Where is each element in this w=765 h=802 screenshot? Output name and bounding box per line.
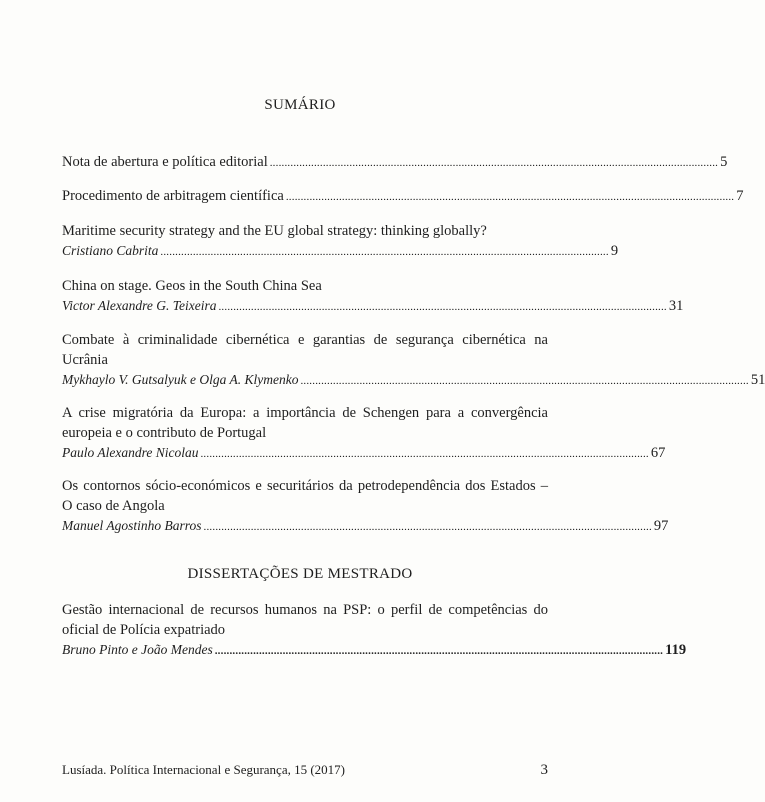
toc-entry (62, 600, 687, 661)
entry-title: Combate à criminalidade cibernética e garantias de segurança cibernética na Ucrânia (62, 332, 548, 368)
toc-line (62, 241, 619, 262)
entry-title: A crise migratória da Europa: a importância de Schengen para a convergência europeia e o contributo de Portugal (62, 405, 548, 441)
entry-page: 67 (650, 445, 666, 461)
entry-title: Procedimento de arbitragem científica (62, 188, 284, 204)
entry-page: 97 (653, 518, 669, 534)
entry-title: Nota de abertura e política editorial (62, 154, 268, 170)
toc-line (62, 152, 728, 173)
dot-leader: ........................................................................................................................................................ (269, 157, 719, 169)
entry-page: 7 (736, 188, 744, 204)
toc-entry (62, 403, 666, 464)
dot-leader: ........................................................................................................................................................ (300, 375, 749, 387)
page-number: 3 (540, 762, 548, 778)
dot-leader: ........................................................................................................................................................ (218, 301, 667, 313)
toc-entry (62, 276, 684, 317)
entry-page: 9 (610, 243, 619, 259)
page-title: SUMÁRIO (264, 97, 336, 113)
entry-title: Maritime security strategy and the EU global strategy: thinking globally? (62, 223, 487, 239)
dot-leader: ........................................................................................................................................................ (200, 448, 649, 460)
section-heading: DISSERTAÇÕES DE MESTRADO (187, 566, 413, 582)
entry-author: Manuel Agostinho Barros (62, 518, 202, 533)
toc-entry (62, 221, 619, 262)
entry-page: 31 (668, 298, 684, 314)
dot-leader: ........................................................................................................................................................ (285, 191, 735, 203)
dot-leader: ........................................................................................................................................................ (203, 521, 652, 533)
entry-page: 51 (750, 372, 765, 388)
entry-author: Victor Alexandre G. Teixeira (62, 298, 217, 313)
entry-page: 119 (665, 642, 687, 658)
toc-entry (62, 152, 728, 173)
entry-author: Bruno Pinto e João Mendes (62, 642, 213, 657)
footer-journal: Lusíada. Política Internacional e Segurança, 15 (2017) (62, 762, 346, 777)
entry-title: China on stage. Geos in the South China Sea (62, 278, 322, 294)
entry-author: Cristiano Cabrita (62, 243, 159, 258)
entry-author: Paulo Alexandre Nicolau (62, 445, 199, 460)
entry-title: Os contornos sócio-económicos e securitários da petrodependência dos Estados – O caso de Angola (62, 478, 548, 514)
dot-leader: ........................................................................................................................................................ (214, 645, 664, 657)
toc-line (62, 516, 669, 537)
toc-line (62, 443, 666, 464)
toc-line (62, 370, 765, 391)
toc-entry (62, 186, 744, 207)
entry-author: Mykhaylo V. Gutsalyuk e Olga A. Klymenko (62, 372, 299, 387)
toc-line (62, 640, 687, 661)
toc-line (62, 296, 684, 317)
toc-line (62, 186, 744, 207)
entry-page: 5 (720, 154, 728, 170)
toc-entry (62, 330, 765, 391)
toc-entry (62, 476, 669, 537)
entry-title: Gestão internacional de recursos humanos na PSP: o perfil de competências do oficial de Polícia expatriado (62, 602, 548, 638)
page-footer (62, 762, 548, 779)
dot-leader: ........................................................................................................................................................ (160, 246, 609, 258)
